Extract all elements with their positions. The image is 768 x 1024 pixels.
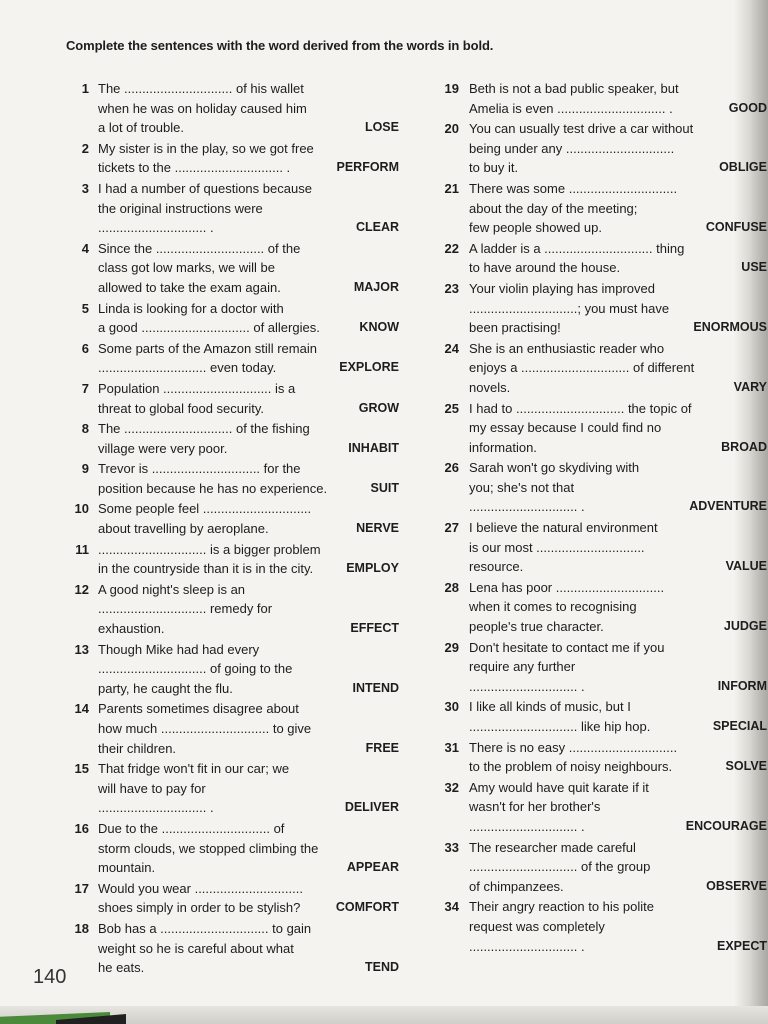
- exercise-item: [436, 518, 767, 577]
- sentence-line: been practising!: [469, 320, 561, 336]
- sentence-line: he eats.: [98, 960, 145, 976]
- exercise-item: [436, 897, 767, 956]
- exercise-item: [436, 578, 767, 637]
- sentence-line: will have to pay for: [98, 780, 206, 796]
- exercise-instruction: Complete the sentences with the word derived from the words in bold.: [66, 38, 494, 53]
- exercise-item: [436, 399, 767, 458]
- item-number: 15: [74, 761, 89, 777]
- bold-cue-word: MAJOR: [353, 279, 399, 294]
- sentence-line: Sarah won't go skydiving with: [469, 460, 640, 476]
- bold-cue-word: OBLIGE: [719, 160, 767, 175]
- sentence-line: .............................. remedy for: [98, 601, 273, 617]
- item-number: 12: [74, 581, 89, 597]
- exercise-item: [436, 339, 767, 398]
- exercise-item: [436, 239, 767, 278]
- sentence-line: Bob has a .............................. to gain: [98, 920, 312, 936]
- item-number: 19: [444, 81, 459, 96]
- sentence-line: .............................. .: [98, 800, 214, 816]
- page-number: 140: [33, 966, 67, 988]
- exercise-item: [436, 778, 767, 837]
- item-number: 14: [74, 701, 89, 717]
- sentence-line: is our most ..............................: [469, 539, 645, 555]
- bold-cue-word: EXPLORE: [339, 360, 399, 375]
- bold-cue-word: COMFORT: [335, 900, 399, 915]
- bold-cue-word: EXPECT: [716, 938, 767, 953]
- sentence-line: about travelling by aeroplane.: [98, 521, 269, 537]
- sentence-line: She is an enthusiastic reader who: [469, 340, 665, 356]
- bold-cue-word: CONFUSE: [705, 220, 767, 235]
- sentence-line: .............................. .: [469, 818, 585, 834]
- bold-cue-word: USE: [741, 260, 767, 275]
- bold-cue-word: APPEAR: [346, 860, 399, 875]
- sentence-line: people's true character.: [469, 619, 604, 635]
- sentence-line: class got low marks, we will be: [98, 260, 275, 276]
- exercise-item: [71, 379, 397, 418]
- item-number: 10: [74, 501, 89, 517]
- sentence-line: .............................. like hip hop.: [469, 719, 651, 734]
- exercise-item: [71, 299, 397, 338]
- sentence-line: when he was on holiday caused him: [98, 100, 307, 116]
- exercise-item: [436, 697, 767, 736]
- exercise-item: [71, 640, 397, 699]
- bold-cue-word: ADVENTURE: [689, 499, 767, 514]
- sentence-line: Your violin playing has improved: [469, 280, 655, 296]
- sentence-line: Trevor is .............................. for the: [98, 461, 301, 477]
- exercise-item: [71, 580, 397, 639]
- sentence-line: ..............................; you must have: [469, 300, 670, 316]
- bold-cue-word: SOLVE: [725, 759, 767, 774]
- sentence-line: about the day of the meeting;: [469, 200, 638, 216]
- item-number: 30: [444, 699, 459, 715]
- exercise-item: [436, 279, 767, 338]
- item-number: 16: [74, 820, 89, 836]
- sentence-line: threat to global food security.: [98, 400, 264, 416]
- sentence-line: shoes simply in order to be stylish?: [98, 900, 301, 916]
- sentence-line: I believe the natural environment: [469, 520, 658, 536]
- sentence-line: .............................. of going to the: [98, 661, 293, 677]
- sentence-line: Some parts of the Amazon still remain: [98, 340, 317, 356]
- exercise-item: [436, 79, 767, 118]
- sentence-line: of chimpanzees.: [469, 878, 564, 894]
- sentence-line: .............................. .: [469, 938, 585, 954]
- item-number: 31: [444, 739, 459, 755]
- sentence-line: resource.: [469, 559, 524, 575]
- right-column: [436, 79, 767, 957]
- exercise-item: [71, 759, 397, 818]
- sentence-line: you; she's not that: [469, 479, 575, 495]
- bold-cue-word: SUIT: [370, 480, 399, 495]
- bold-cue-word: EMPLOY: [346, 561, 399, 576]
- sentence-line: request was completely: [469, 918, 605, 934]
- sentence-line: Amelia is even .............................. .: [469, 100, 673, 116]
- bold-cue-word: BROAD: [721, 439, 767, 454]
- bold-cue-word: CLEAR: [355, 220, 399, 235]
- bold-cue-word: LOSE: [364, 120, 399, 135]
- bold-cue-word: NERVE: [356, 521, 399, 536]
- sentence-line: in the countryside than it is in the city.: [98, 561, 314, 577]
- sentence-line: few people showed up.: [469, 220, 602, 236]
- exercise-item: [436, 458, 767, 517]
- item-number: 32: [444, 779, 459, 795]
- sentence-line: The .............................. of the fishing: [98, 421, 310, 437]
- item-number: 29: [444, 639, 459, 655]
- sentence-line: the original instructions were: [98, 200, 263, 216]
- sentence-line: require any further: [469, 659, 576, 675]
- bold-cue-word: DELIVER: [344, 800, 399, 815]
- sentence-line: Don't hesitate to contact me if you: [469, 639, 665, 655]
- sentence-line: .............................. of the group: [469, 859, 651, 875]
- sentence-line: I had to .............................. the topic of: [469, 400, 692, 416]
- sentence-line: exhaustion.: [98, 621, 165, 637]
- sentence-line: Lena has poor ..............................: [469, 579, 665, 595]
- item-number: 23: [444, 280, 459, 296]
- exercise-item: [71, 540, 397, 579]
- sentence-line: novels.: [469, 379, 511, 395]
- item-number: 24: [444, 340, 459, 356]
- item-number: 2: [81, 140, 89, 156]
- bold-cue-word: VARY: [733, 379, 767, 394]
- sentence-line: I had a number of questions because: [98, 180, 312, 196]
- exercise-item: [71, 879, 397, 918]
- item-number: 17: [74, 880, 89, 896]
- exercise-item: [436, 838, 767, 897]
- bold-cue-word: PERFORM: [336, 160, 399, 175]
- bold-cue-word: INFORM: [717, 678, 767, 693]
- item-number: 7: [81, 380, 89, 396]
- sentence-line: .............................. .: [98, 220, 214, 236]
- sentence-line: My sister is in the play, so we got free: [98, 140, 314, 156]
- sentence-line: There is no easy ..............................: [469, 739, 678, 755]
- exercise-item: [71, 499, 397, 538]
- sentence-line: The researcher made careful: [469, 839, 636, 855]
- exercise-item: [71, 139, 397, 178]
- item-number: 9: [81, 461, 89, 477]
- sentence-line: to the problem of noisy neighbours.: [469, 759, 673, 775]
- item-number: 3: [81, 180, 89, 196]
- sentence-line: when it comes to recognising: [469, 599, 637, 615]
- item-number: 20: [444, 121, 459, 137]
- sentence-line: .............................. is a bigger problem: [98, 541, 321, 557]
- item-number: 33: [444, 839, 459, 855]
- exercise-item: [436, 738, 767, 777]
- sentence-line: being under any ..............................: [469, 140, 675, 156]
- exercise-item: [71, 699, 397, 758]
- item-number: 28: [444, 579, 459, 595]
- sentence-line: .............................. even today.: [98, 360, 277, 376]
- sentence-line: my essay because I could find no: [469, 420, 662, 436]
- sentence-line: Linda is looking for a doctor with: [98, 300, 284, 316]
- item-number: 13: [74, 641, 89, 657]
- sentence-line: I like all kinds of music, but I: [469, 699, 631, 715]
- exercise-item: [436, 638, 767, 697]
- bold-cue-word: TEND: [364, 960, 399, 975]
- bold-cue-word: OBSERVE: [706, 878, 767, 893]
- exercise-item: [71, 419, 397, 458]
- sentence-line: Would you wear ..............................: [98, 880, 303, 896]
- sentence-line: .............................. .: [469, 678, 585, 694]
- sentence-line: Due to the .............................. of: [98, 820, 285, 836]
- item-number: 34: [444, 899, 459, 915]
- bold-cue-word: INHABIT: [348, 440, 399, 455]
- sentence-line: Though Mike had had every: [98, 641, 260, 657]
- sentence-line: village were very poor.: [98, 440, 228, 456]
- sentence-line: That fridge won't fit in our car; we: [98, 761, 290, 777]
- item-number: 6: [81, 340, 89, 356]
- bold-cue-word: SPECIAL: [712, 719, 767, 733]
- sentence-line: storm clouds, we stopped climbing the: [98, 840, 319, 856]
- item-number: 8: [81, 421, 89, 437]
- item-number: 1: [81, 81, 89, 96]
- sentence-line: party, he caught the flu.: [98, 680, 233, 696]
- sentence-line: You can usually test drive a car without: [469, 121, 694, 137]
- item-number: 22: [444, 240, 459, 256]
- sentence-line: to have around the house.: [469, 260, 621, 276]
- sentence-line: Their angry reaction to his polite: [469, 899, 654, 915]
- exercise-item: [436, 179, 767, 238]
- bold-cue-word: FREE: [365, 740, 399, 755]
- sentence-line: a lot of trouble.: [98, 120, 184, 136]
- sentence-line: Some people feel ..............................: [98, 501, 312, 517]
- exercise-item: [71, 79, 397, 138]
- bold-cue-word: KNOW: [359, 320, 399, 335]
- sentence-line: The .............................. of his wallet: [98, 81, 304, 96]
- item-number: 11: [75, 541, 89, 557]
- exercise-item: [71, 459, 397, 498]
- bold-cue-word: GOOD: [728, 100, 767, 115]
- item-number: 5: [81, 300, 89, 316]
- bold-cue-word: JUDGE: [723, 619, 767, 634]
- sentence-line: position because he has no experience.: [98, 480, 328, 496]
- exercise-item: [436, 119, 767, 178]
- sentence-line: information.: [469, 439, 537, 455]
- item-number: 4: [81, 240, 89, 256]
- sentence-line: enjoys a .............................. of different: [469, 360, 695, 376]
- item-number: 18: [74, 920, 89, 936]
- sentence-line: A ladder is a .............................. thing: [469, 240, 685, 256]
- bold-cue-word: VALUE: [725, 559, 767, 574]
- sentence-line: to buy it.: [469, 160, 519, 176]
- bold-cue-word: ENORMOUS: [693, 320, 767, 335]
- sentence-line: Population .............................. is a: [98, 380, 296, 396]
- sentence-line: Beth is not a bad public speaker, but: [469, 81, 679, 96]
- sentence-line: their children.: [98, 740, 177, 756]
- bold-cue-word: EFFECT: [350, 621, 399, 636]
- bold-cue-word: GROW: [358, 400, 399, 415]
- sentence-line: There was some ..............................: [469, 180, 678, 196]
- sentence-line: a good .............................. of allergies.: [98, 320, 320, 336]
- sentence-line: wasn't for her brother's: [469, 799, 601, 815]
- exercise-item: [71, 819, 397, 878]
- sentence-line: Amy would have quit karate if it: [469, 779, 649, 795]
- item-number: 25: [444, 400, 459, 416]
- item-number: 21: [444, 180, 459, 196]
- exercise-item: [71, 239, 397, 298]
- exercise-item: [71, 179, 397, 238]
- sentence-line: .............................. .: [469, 499, 585, 515]
- sentence-line: weight so he is careful about what: [98, 940, 294, 956]
- exercise-item: [71, 339, 397, 378]
- bold-cue-word: ENCOURAGE: [685, 818, 767, 833]
- sentence-line: mountain.: [98, 860, 156, 876]
- item-number: 26: [444, 460, 459, 476]
- left-column: [71, 79, 397, 979]
- sentence-line: Parents sometimes disagree about: [98, 701, 299, 717]
- sentence-line: allowed to take the exam again.: [98, 279, 281, 295]
- sentence-line: how much .............................. to give: [98, 721, 312, 736]
- sentence-line: tickets to the .............................. .: [98, 160, 291, 176]
- item-number: 27: [444, 520, 459, 536]
- exercise-item: [71, 919, 397, 978]
- sentence-line: Since the .............................. of the: [98, 240, 301, 256]
- sentence-line: A good night's sleep is an: [98, 581, 246, 597]
- bold-cue-word: INTEND: [352, 680, 399, 695]
